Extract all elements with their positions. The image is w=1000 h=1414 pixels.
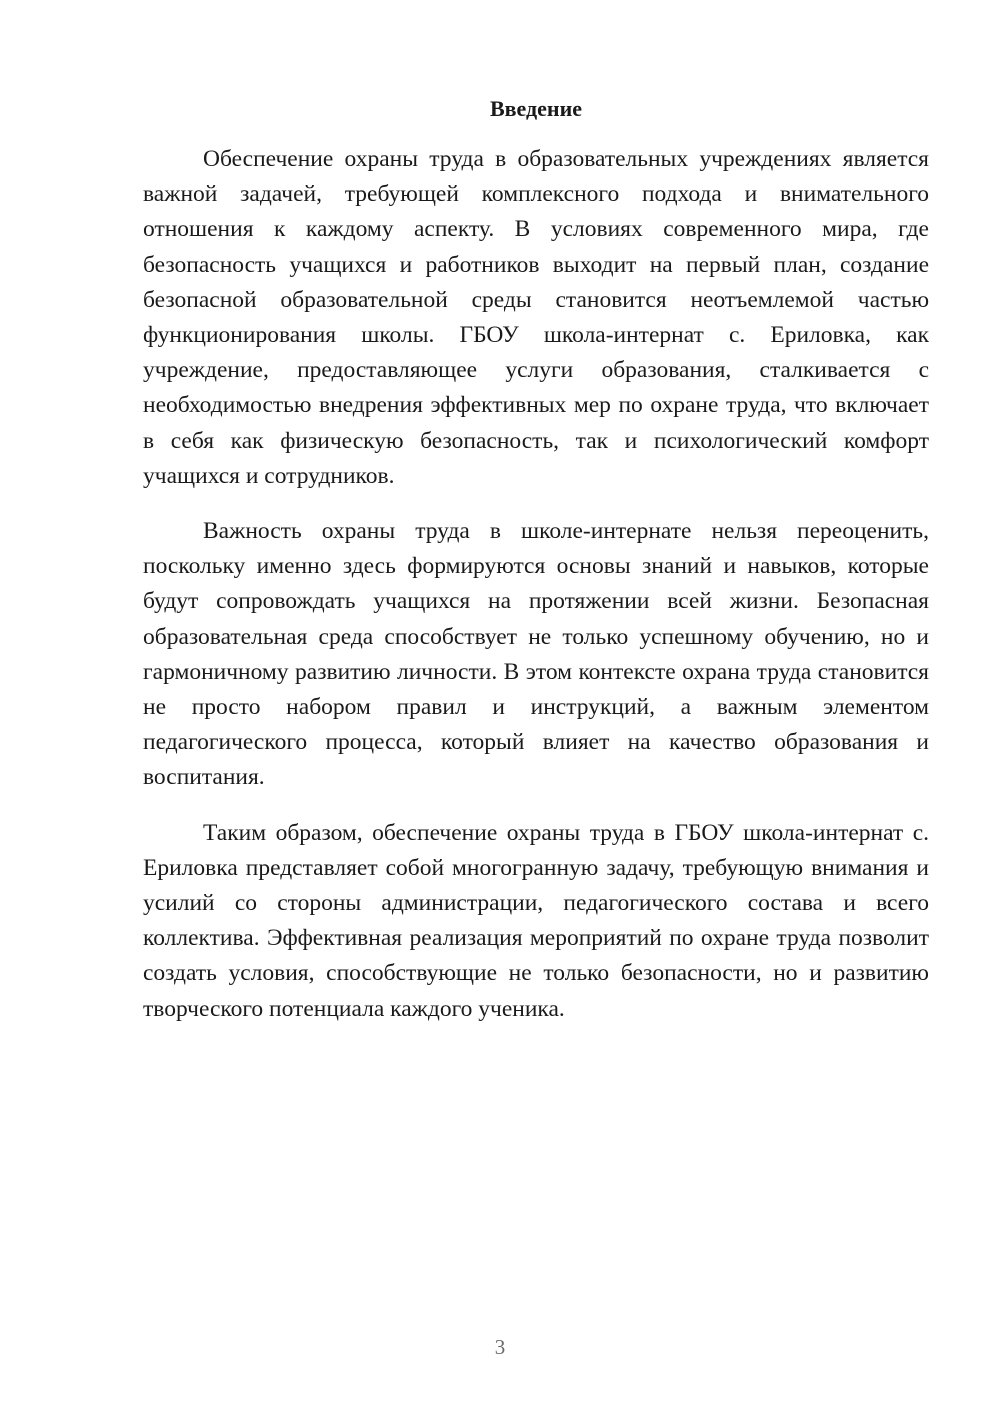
page-number: 3 — [494, 1335, 506, 1359]
paragraph-2: Важность охраны труда в школе-интернате нельзя переоценить, поскольку именно здесь формируются основы знаний и навыков, которые будут сопровождать учащихся на протяжении всей жизни. Безопасная образовательная среда способствует не только успешному обучению, но и гармоничному развитию личности. В этом контексте охрана труда становится не просто набором правил и инструкций, а важным элементом педагогического процесса, который влияет на качество образования и воспитания. — [143, 518, 929, 791]
section-title: Введение — [489, 96, 583, 121]
paragraph-1: Обеспечение охраны труда в образовательных учреждениях является важной задачей, требующей комплексного подхода и внимательного отношения к каждому аспекту. В условиях современного мира, где безопасность учащихся и работников выходит на первый план, создание безопасной образовательной среды становится неотъемлемой частью функционирования школы. ГБОУ школа-интернат с. Ериловка, как учреждение, предоставляющее услуги образования, сталкивается с необходимостью внедрения эффективных мер по охране труда, что включает в себя как физическую безопасность, так и психологический комфорт учащихся и сотрудников. — [143, 146, 929, 489]
page-body — [143, 94, 929, 1047]
paragraph-3: Таким образом, обеспечение охраны труда в ГБОУ школа-интернат с. Ериловка представляет собой многогранную задачу, требующую внимания и усилий со стороны администрации, педагогического состава и всего коллектива. Эффективная реализация мероприятий по охране труда позволит создать условия, способствующие не только безопасности, но и развитию творческого потенциала каждого ученика. — [143, 819, 929, 1022]
